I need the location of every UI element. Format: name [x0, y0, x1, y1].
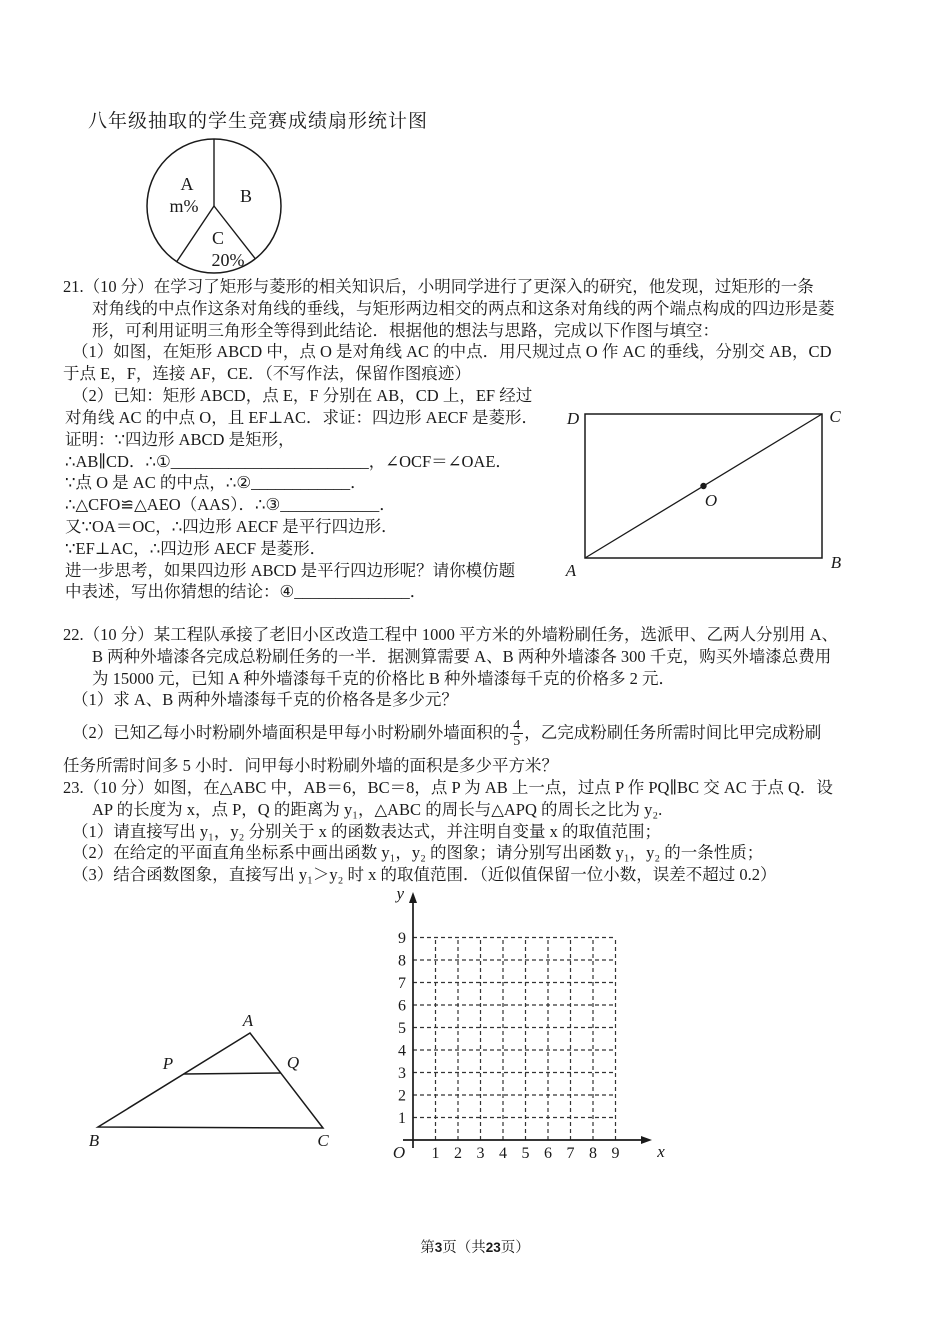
footer-text: 页（共 [442, 1240, 486, 1256]
q23-part1-line: （1）请直接写出 y₁，y₂ 分别关于 x 的函数表达式，并注明自变量 x 的取值范围； [72, 821, 662, 841]
y-axis-label: y [396, 885, 404, 903]
q22-part2-text: ，乙完成粉刷任务所需时间比甲完成粉刷 [524, 723, 822, 743]
y-tick: 6 [398, 997, 406, 1015]
point-label-q: Q [286, 1053, 300, 1072]
x-tick: 6 [544, 1145, 552, 1162]
x-tick: 7 [566, 1145, 575, 1162]
vertex-label-b: B [830, 553, 842, 572]
origin-label: O [392, 1143, 406, 1162]
x-tick: 9 [611, 1145, 620, 1162]
y-tick: 8 [398, 952, 406, 970]
q23-statement-line: AP 的长度为 x，点 P，Q 的距离为 y₁，△ABC 的周长与△APQ 的周长之比为 y₂. [92, 799, 663, 819]
y-tick: 9 [398, 930, 406, 947]
q21-statement-line: 形，可利用证明三角形全等得到此结论．根据他的想法与思路，完成以下作图与填空： [92, 320, 719, 340]
q22-part2-line [72, 711, 898, 755]
triangle-abc [98, 1033, 323, 1128]
q21-statement-line: 21.（10 分）在学习了矩形与菱形的相关知识后，小明同学进行了更深入的研究，他发现，过矩形的一条 [63, 277, 814, 296]
q21-part2-line: （2）已知：矩形 ABCD，点 E，F 分别在 AB，CD 上，EF 经过 [72, 385, 533, 405]
q22-part2-text: （2）已知乙每小时粉刷外墙面积是甲每小时粉刷外墙面积的 [72, 723, 510, 743]
q21-statement-line: 对角线的中点作这条对角线的垂线，与矩形两边相交的两点和这条对角线的两个端点构成的四边形是菱 [92, 298, 835, 318]
vertex-label-a: A [565, 561, 577, 580]
vertex-label-d: D [566, 409, 580, 428]
q21-proof-line-blank1: ∴AB∥CD．∴①________________________，∠OCF＝∠OAE． [65, 451, 512, 471]
pie-label-a-pct: m% [169, 196, 199, 216]
y-tick-labels [398, 930, 406, 1127]
rectangle-figure [553, 396, 893, 582]
x-axis-label: x [657, 1142, 665, 1161]
q21-proof [65, 407, 570, 603]
vertex-label-c: C [829, 407, 841, 426]
vertex-label-c: C [317, 1131, 329, 1150]
x-tick: 1 [431, 1145, 440, 1162]
question-21 [63, 276, 898, 407]
pie-label-a: A [180, 174, 194, 194]
y-tick: 2 [398, 1087, 406, 1105]
page-number [0, 1236, 950, 1257]
fraction-denominator: 5 [513, 733, 521, 749]
fraction-four-fifths [510, 718, 523, 749]
y-tick: 4 [398, 1042, 406, 1060]
q21-part1-line: （1）如图，在矩形 ABCD 中，点 O 是对角线 AC 的中点．用尺规过点 O 作 AC 的垂线，分别交 AB，CD [72, 342, 832, 362]
vertex-label-a: A [242, 1011, 254, 1030]
q21-proof-line: 证明：∵四边形 ABCD 是矩形， [65, 429, 295, 449]
x-tick: 4 [499, 1145, 507, 1162]
q21-part1-line: 于点 E，F，连接 AF，CE．（不写作法，保留作图痕迹） [63, 364, 471, 384]
y-tick: 7 [398, 975, 406, 992]
x-tick: 8 [589, 1145, 597, 1162]
segment-pq [184, 1073, 281, 1074]
footer-current-page: 3 [434, 1240, 443, 1255]
pie-label-c: C [211, 228, 225, 248]
point-label-p: P [162, 1054, 174, 1073]
q21-proof-line: 又∵OA＝OC，∴四边形 AECF 是平行四边形． [65, 516, 398, 536]
vertex-label-b: B [88, 1131, 100, 1150]
q21-proof-line-blank3: ∴△CFO≌△AEO（AAS）．∴③____________． [65, 495, 396, 515]
x-tick-labels [432, 1145, 620, 1162]
q23-statement-line: 23.（10 分）如图，在△ABC 中，AB＝6，BC＝8，点 P 为 AB 上一点，过点 P 作 PQ∥BC 交 AC 于点 Q．设 [63, 778, 833, 797]
y-tick: 5 [398, 1020, 406, 1037]
q22-part2-line: 任务所需时间多 5 小时．问甲每小时粉刷外墙的面积是多少平方米？ [63, 756, 558, 776]
midpoint-label-o: O [704, 491, 718, 510]
q22-statement-line: 为 15000 元，已知 A 种外墙漆每千克的价格比 B 种外墙漆每千克的价格多 2 元． [92, 668, 676, 688]
pie-chart-title: 八年级抽取的学生竞赛成绩扇形统计图 [88, 111, 429, 132]
pie-label-c-pct: 20% [211, 250, 245, 270]
footer-total-pages: 23 [485, 1240, 501, 1255]
question-23 [63, 777, 898, 886]
x-tick: 3 [476, 1145, 485, 1162]
footer-text: 页） [500, 1240, 530, 1256]
q22-statement-line: 22.（10 分）某工程队承接了老旧小区改造工程中 1000 平方米的外墙粉刷任务，选派甲、乙两人分别用 A、 [63, 625, 839, 644]
q22-part1-line: （1）求 A、B 两种外墙漆每千克的价格各是多少元？ [72, 690, 458, 710]
grid-horizontal-lines [413, 938, 616, 1118]
q23-part3-line: （3）结合函数图象，直接写出 y₁＞y₂ 时 x 的取值范围．（近似值保留一位小数，误差不超过 0.2） [72, 865, 777, 885]
midpoint-o-dot [700, 483, 706, 489]
pie-label-b: B [239, 186, 253, 206]
question-22 [63, 624, 898, 777]
y-tick: 1 [398, 1110, 406, 1127]
grid-vertical-lines [436, 938, 616, 1141]
coordinate-grid [375, 885, 670, 1180]
x-tick: 5 [521, 1145, 530, 1162]
q22-statement-line: B 两种外墙漆各完成总粉刷任务的一半．据测算需要 A、B 两种外墙漆各 300 千克，购买外墙漆总费用 [92, 646, 832, 666]
pie-chart [140, 132, 290, 282]
footer-text: 第 [420, 1240, 435, 1256]
q21-proof-line: 进一步思考，如果四边形 ABCD 是平行四边形呢？请你模仿题 [65, 560, 516, 580]
q21-proof-line: 对角线 AC 的中点 O，且 EF⊥AC．求证：四边形 AECF 是菱形． [65, 408, 538, 427]
x-tick: 2 [454, 1145, 462, 1162]
fraction-numerator: 4 [513, 717, 521, 733]
y-axis-arrow [409, 892, 417, 903]
triangle-figure [58, 988, 368, 1178]
q21-proof-line: ∵EF⊥AC，∴四边形 AECF 是菱形． [65, 538, 327, 558]
x-axis-arrow [641, 1136, 652, 1144]
q23-part2-line: （2）在给定的平面直角坐标系中画出函数 y₁，y₂ 的图象；请分别写出函数 y₁，y₂ 的一条性质； [72, 843, 764, 863]
q21-proof-line-blank4: 中表述，写出你猜想的结论：④______________． [65, 582, 427, 602]
y-tick: 3 [398, 1065, 406, 1082]
q21-proof-line-blank2: ∵点 O 是 AC 的中点，∴②____________． [65, 473, 367, 493]
